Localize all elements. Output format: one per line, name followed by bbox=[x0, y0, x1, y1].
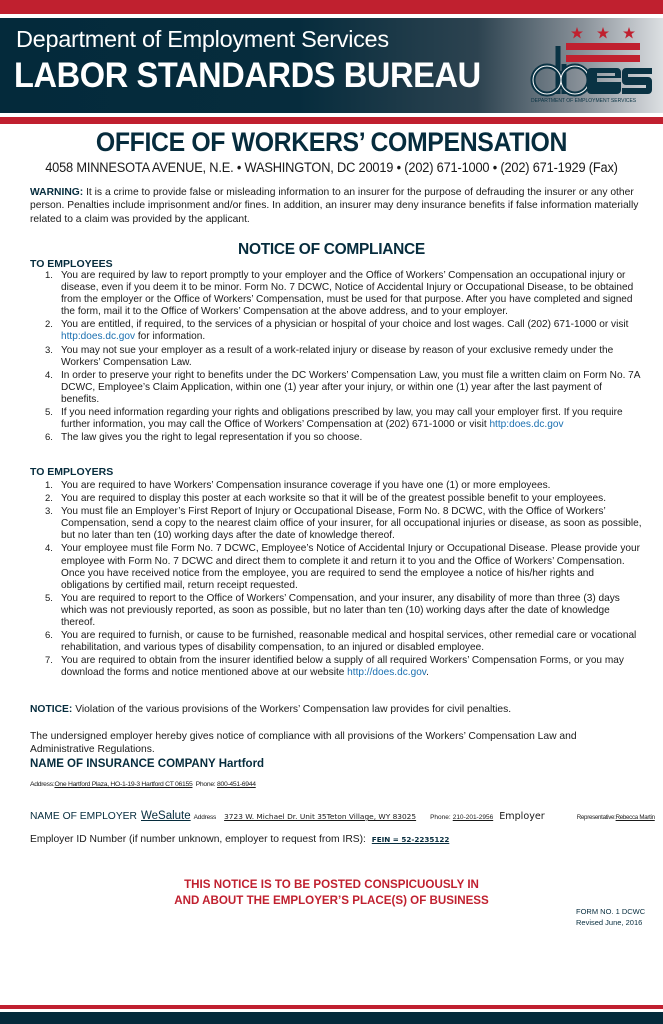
employees-list bbox=[30, 270, 642, 445]
employers-heading: TO EMPLOYERS bbox=[30, 466, 114, 478]
employers-list bbox=[30, 480, 642, 681]
list-item: 6. You are required to furnish, or cause to be furnished, reasonable medical and hospital services, other remedial care or vocational rehabilitation, and various types of disability compensation, to an injured or disabled employee. bbox=[45, 630, 637, 654]
employer-name: WeSalute bbox=[141, 810, 191, 822]
employer-address-value: 3723 W. Michael Dr. Unit 35Teton Village, WY 83025 bbox=[224, 812, 417, 821]
list-item: 4. In order to preserve your right to benefits under the DC Workers’ Compensation Law, you must file a written claim on Form No. 7A DCWC, Employee’s Claim Application, within one (1) year after your injury, or within one (1) year after the last payment of benefits. bbox=[45, 369, 640, 405]
insurance-phone-value: 800-451-6944 bbox=[217, 781, 256, 788]
does-website-link[interactable]: http:does.dc.gov bbox=[489, 419, 564, 431]
employer-phone-label: Phone: bbox=[430, 814, 451, 821]
representative-name: Rebecca Martin bbox=[615, 814, 655, 821]
header-red-band bbox=[0, 117, 663, 124]
list-item: 5. If you need information regarding your rights and obligations prescribed by law, you may call your employer first. If you require further information, you may call the Office of Workers’ Compensation at (202) 671-1000 or visit http:does.dc.gov bbox=[45, 407, 623, 431]
employer-line bbox=[30, 810, 655, 822]
notice-of-compliance-title: NOTICE OF COMPLIANCE bbox=[238, 241, 425, 258]
ein-value: FEIN = 52-2235122 bbox=[371, 835, 450, 844]
notice-paragraph bbox=[30, 704, 640, 715]
notice-text: Violation of the various provisions of the Workers’ Compensation law provides for civil penalties. bbox=[72, 704, 512, 715]
employer-phone-value: 210-201-2956 bbox=[452, 814, 494, 821]
department-name: Department of Employment Services bbox=[16, 26, 389, 52]
employer-label: NAME OF EMPLOYER bbox=[30, 811, 137, 822]
list-item: 3. You must file an Employer’s First Report of Injury or Occupational Disease, Form No. 8 DCWC, with the Office of Workers’ Compensation, send a copy to the nearest claim office of your insurer, for all occupational injuries or disease, as soon as possible, but no later than ten (10) working days after the date of knowledge thereof. bbox=[45, 506, 642, 542]
notice-label: NOTICE: bbox=[30, 704, 73, 715]
list-item: 7. You are required to obtain from the insurer identified below a supply of all required Workers’ Compensation Forms, or you may download the forms and notice mentioned above at our website http://does.dc.gov. bbox=[45, 655, 624, 679]
undersigned-statement: The undersigned employer hereby gives notice of compliance with all provisions of the Workers’ Compensation Law and Administrative Regulations. bbox=[30, 731, 577, 755]
list-item: 1. You are required by law to report promptly to your employer and the Office of Workers’ Compensation an occupational injury or disease, even if you deem it to be minor. Form No. 7 DCWC, Notice of Accidental Injury or Occupational Disease, to be obtained from the employer or the Office of Workers’ Compensation, must be used for that purpose. After you have completed and signed the form, mail it to the Office of Workers’ Compensation at the above address, and to your employer. bbox=[45, 270, 634, 318]
logo-tagline: DEPARTMENT OF EMPLOYMENT SERVICES bbox=[531, 98, 637, 104]
list-item: 2. You are required to display this poster at each worksite so that it will be of the greatest possible benefit to your employees. bbox=[45, 493, 606, 505]
employer-word: Employer bbox=[499, 811, 545, 822]
representative bbox=[577, 814, 655, 821]
warning-paragraph bbox=[30, 186, 640, 226]
insurance-name: Hartford bbox=[218, 758, 265, 770]
list-item: 1. You are required to have Workers’ Compensation insurance coverage if you have one (1) or more employees. bbox=[45, 480, 551, 491]
does-logo-icon bbox=[525, 24, 660, 110]
employer-id-line bbox=[30, 834, 449, 845]
does-website-link[interactable]: http://does.dc.gov bbox=[347, 667, 427, 679]
insurance-address-line bbox=[30, 781, 256, 788]
list-item: 5. You are required to report to the Office of Workers’ Compensation, and your insurer, any disability of more than three (3) days which was not previously reported, as soon as possible, but no later than ten (10) working days after the date of knowledge thereof. bbox=[45, 592, 620, 629]
posting-line-2: AND ABOUT THE EMPLOYER’S PLACE(S) OF BUSINESS bbox=[174, 894, 489, 907]
footer-red-band bbox=[0, 1005, 663, 1009]
office-address: 4058 MINNESOTA AVENUE, N.E. • WASHINGTON, DC 20019 • (202) 671-1000 • (202) 671-1929 (Fax) bbox=[45, 160, 618, 175]
footer-navy-band bbox=[0, 1012, 663, 1024]
employer-address-label: Address bbox=[193, 814, 217, 821]
form-revised-date: Revised June, 2016 bbox=[576, 918, 643, 927]
form-number: FORM NO. 1 DCWC bbox=[576, 907, 646, 916]
bureau-name: LABOR STANDARDS BUREAU bbox=[14, 56, 481, 95]
warning-text: It is a crime to provide false or misleading information to an insurer for the purpose of defrauding the insurer or any other person. Penalties include imprisonment and/or fines. In addition, an insurer may deny insurance benefits if false information materially related to a claim was provided by the applicant. bbox=[30, 187, 639, 225]
insurance-label: NAME OF INSURANCE COMPANY bbox=[30, 758, 216, 770]
does-website-link[interactable]: http:does.dc.gov bbox=[61, 331, 136, 343]
ein-label: Employer ID Number (if number unknown, employer to request from IRS): bbox=[30, 834, 366, 845]
top-red-band bbox=[0, 0, 663, 14]
posting-requirement bbox=[0, 877, 663, 909]
representative-label: Representative: bbox=[576, 814, 616, 821]
warning-label: WARNING: bbox=[30, 187, 84, 198]
office-title: OFFICE OF WORKERS’ COMPENSATION bbox=[95, 127, 568, 157]
header-banner bbox=[0, 18, 663, 113]
insurance-address-label: Address: bbox=[30, 781, 55, 788]
insurance-address-value: One Hartford Plaza, HO-1-19-3 Hartford CT 06155 bbox=[54, 781, 193, 788]
employees-heading: TO EMPLOYEES bbox=[30, 258, 113, 270]
list-item: 6. The law gives you the right to legal representation if you so choose. bbox=[45, 432, 363, 444]
list-item: 2. You are entitled, if required, to the services of a physician or hospital of your choice and lost wages. Call (202) 671-1000 or visit http:does.dc.gov for information. bbox=[45, 319, 629, 343]
posting-line-1: THIS NOTICE IS TO BE POSTED CONSPICUOUSLY IN bbox=[184, 878, 479, 891]
list-item: 3. You may not sue your employer as a result of a work-related injury or disease by reason of your exclusive remedy under the Workers’ Compensation Law. bbox=[45, 344, 614, 368]
insurance-company-line bbox=[30, 758, 264, 770]
list-item: 4. Your employee must file Form No. 7 DCWC, Employee’s Notice of Accidental Injury or Occupational Disease. Please provide your employee with Form No. 7 DCWC and direct them to complete it and return it to you and the Office of Workers’ Compensation. Once you have received notice from the employee, you are required to send the employee a notice of his/her rights and obligations by certified mail, return receipt requested. bbox=[45, 543, 640, 591]
insurance-phone-label: Phone: bbox=[195, 781, 216, 788]
form-number-block bbox=[576, 906, 645, 928]
